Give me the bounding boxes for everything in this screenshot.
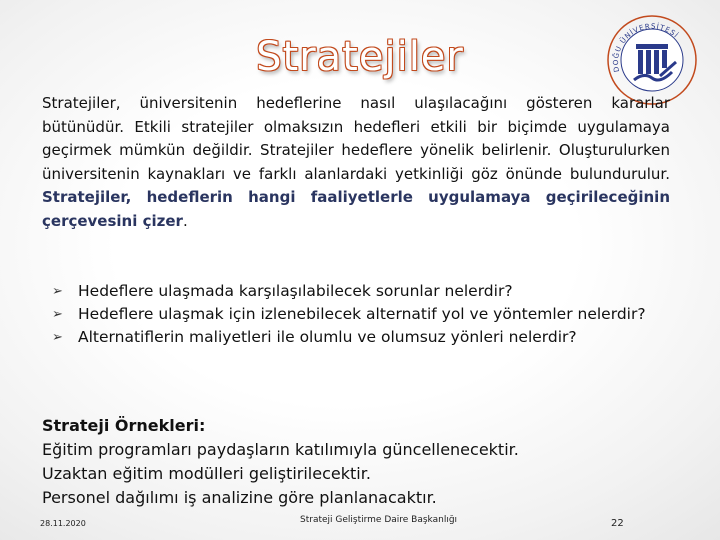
example-item: Personel dağılımı iş analizine göre planlanacaktır. — [42, 488, 437, 507]
question-list — [52, 280, 672, 349]
intro-emphasis: Stratejiler, hedeflerin hangi faaliyetlerle uygulamaya geçirileceğinin çerçevesini çizer — [42, 188, 670, 230]
svg-text:DOĞU ÜNİVERSİTESİ: DOĞU ÜNİVERSİTESİ — [611, 22, 681, 73]
slide-title: Stratejiler — [256, 34, 464, 80]
footer-department: Strateji Geliştirme Daire Başkanlığı — [300, 515, 458, 525]
arrow-bullet-icon: ➢ — [52, 284, 63, 299]
arrow-bullet-icon: ➢ — [52, 330, 63, 345]
list-item — [52, 303, 672, 326]
example-item: Eğitim programları paydaşların katılımıyla güncellenecektir. — [42, 440, 519, 459]
intro-end: . — [182, 211, 188, 230]
list-item — [52, 280, 672, 303]
list-item-text: Alternatiflerin maliyetleri ile olumlu ve olumsuz yönleri nelerdir? — [78, 328, 577, 346]
footer-date: 28.11.2020 — [40, 519, 86, 528]
intro-text: Stratejiler, üniversitenin hedeflerine nasıl ulaşılacağını gösteren kararlar bütünüdür. Etkili stratejiler olmaksızın hedefleri etkili bir biçimde uygulamaya geçirmek mümkün değildir. Stratejiler hedeflere yönelik belirlenir. Oluşturulurken üniversitenin kaynakları ve farklı alanlardaki yetkinliği göz önünde bulundurulur. — [42, 94, 670, 183]
example-item: Uzaktan eğitim modülleri geliştirilecektir. — [42, 464, 371, 483]
intro-paragraph — [42, 92, 670, 233]
list-item-text: Hedeflere ulaşmada karşılaşılabilecek sorunlar nelerdir? — [78, 282, 513, 300]
examples-title: Strateji Örnekleri: — [42, 416, 206, 435]
arrow-bullet-icon: ➢ — [52, 307, 63, 322]
page-number: 22 — [611, 518, 624, 529]
list-item-text: Hedeflere ulaşmak için izlenebilecek alternatif yol ve yöntemler nelerdir? — [78, 305, 646, 323]
list-item — [52, 326, 672, 349]
examples-section — [42, 414, 662, 510]
